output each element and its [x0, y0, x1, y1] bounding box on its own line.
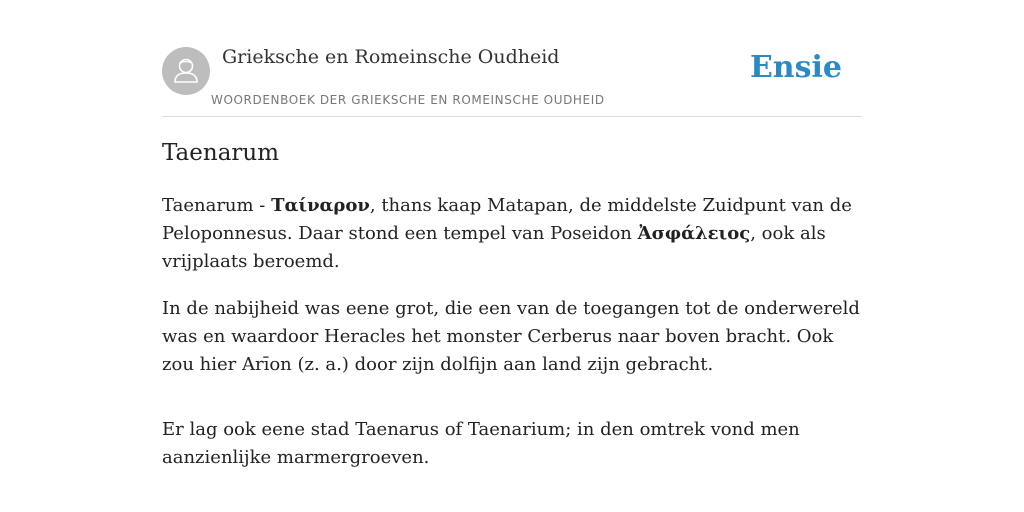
source-subtitle: WOORDENBOEK DER GRIEKSCHE EN ROMEINSCHE OUDHEID — [211, 93, 605, 107]
source-header — [162, 40, 862, 117]
entry-paragraph-1 — [162, 192, 862, 276]
greek-name: Ταίναρον — [271, 195, 370, 216]
source-title-link[interactable]: Grieksche en Romeinsche Oudheid — [222, 46, 560, 68]
entry-lead-text: Taenarum - — [162, 195, 272, 216]
entry-paragraph-3: Er lag ook eene stad Taenarus of Taenarium; in den omtrek vond men aanzienlijke marmergroeven. — [162, 419, 800, 468]
entry-mid-text: , thans kaap Matapan, de middelste Zuidpunt van de Peloponnesus. Daar stond een tempel van Poseidon — [162, 195, 852, 244]
source-avatar[interactable] — [162, 47, 210, 95]
ensie-logo-link[interactable]: Ensie — [749, 50, 842, 85]
user-icon — [162, 47, 210, 95]
greek-epithet: Ἀσφάλειος — [637, 223, 751, 244]
entry-title: Taenarum — [162, 140, 280, 166]
entry-content — [162, 192, 862, 491]
entry-paragraph-2: In de nabijheid was eene grot, die een van de toegangen tot de onderwereld was en waardoor Heracles het monster Cerberus naar boven bracht. Ook zou hier Arīon (z. a.) door zijn dolfijn aan land zijn gebracht. — [162, 298, 860, 375]
entry-tail-text: , ook als vrijplaats beroemd. — [162, 223, 826, 272]
